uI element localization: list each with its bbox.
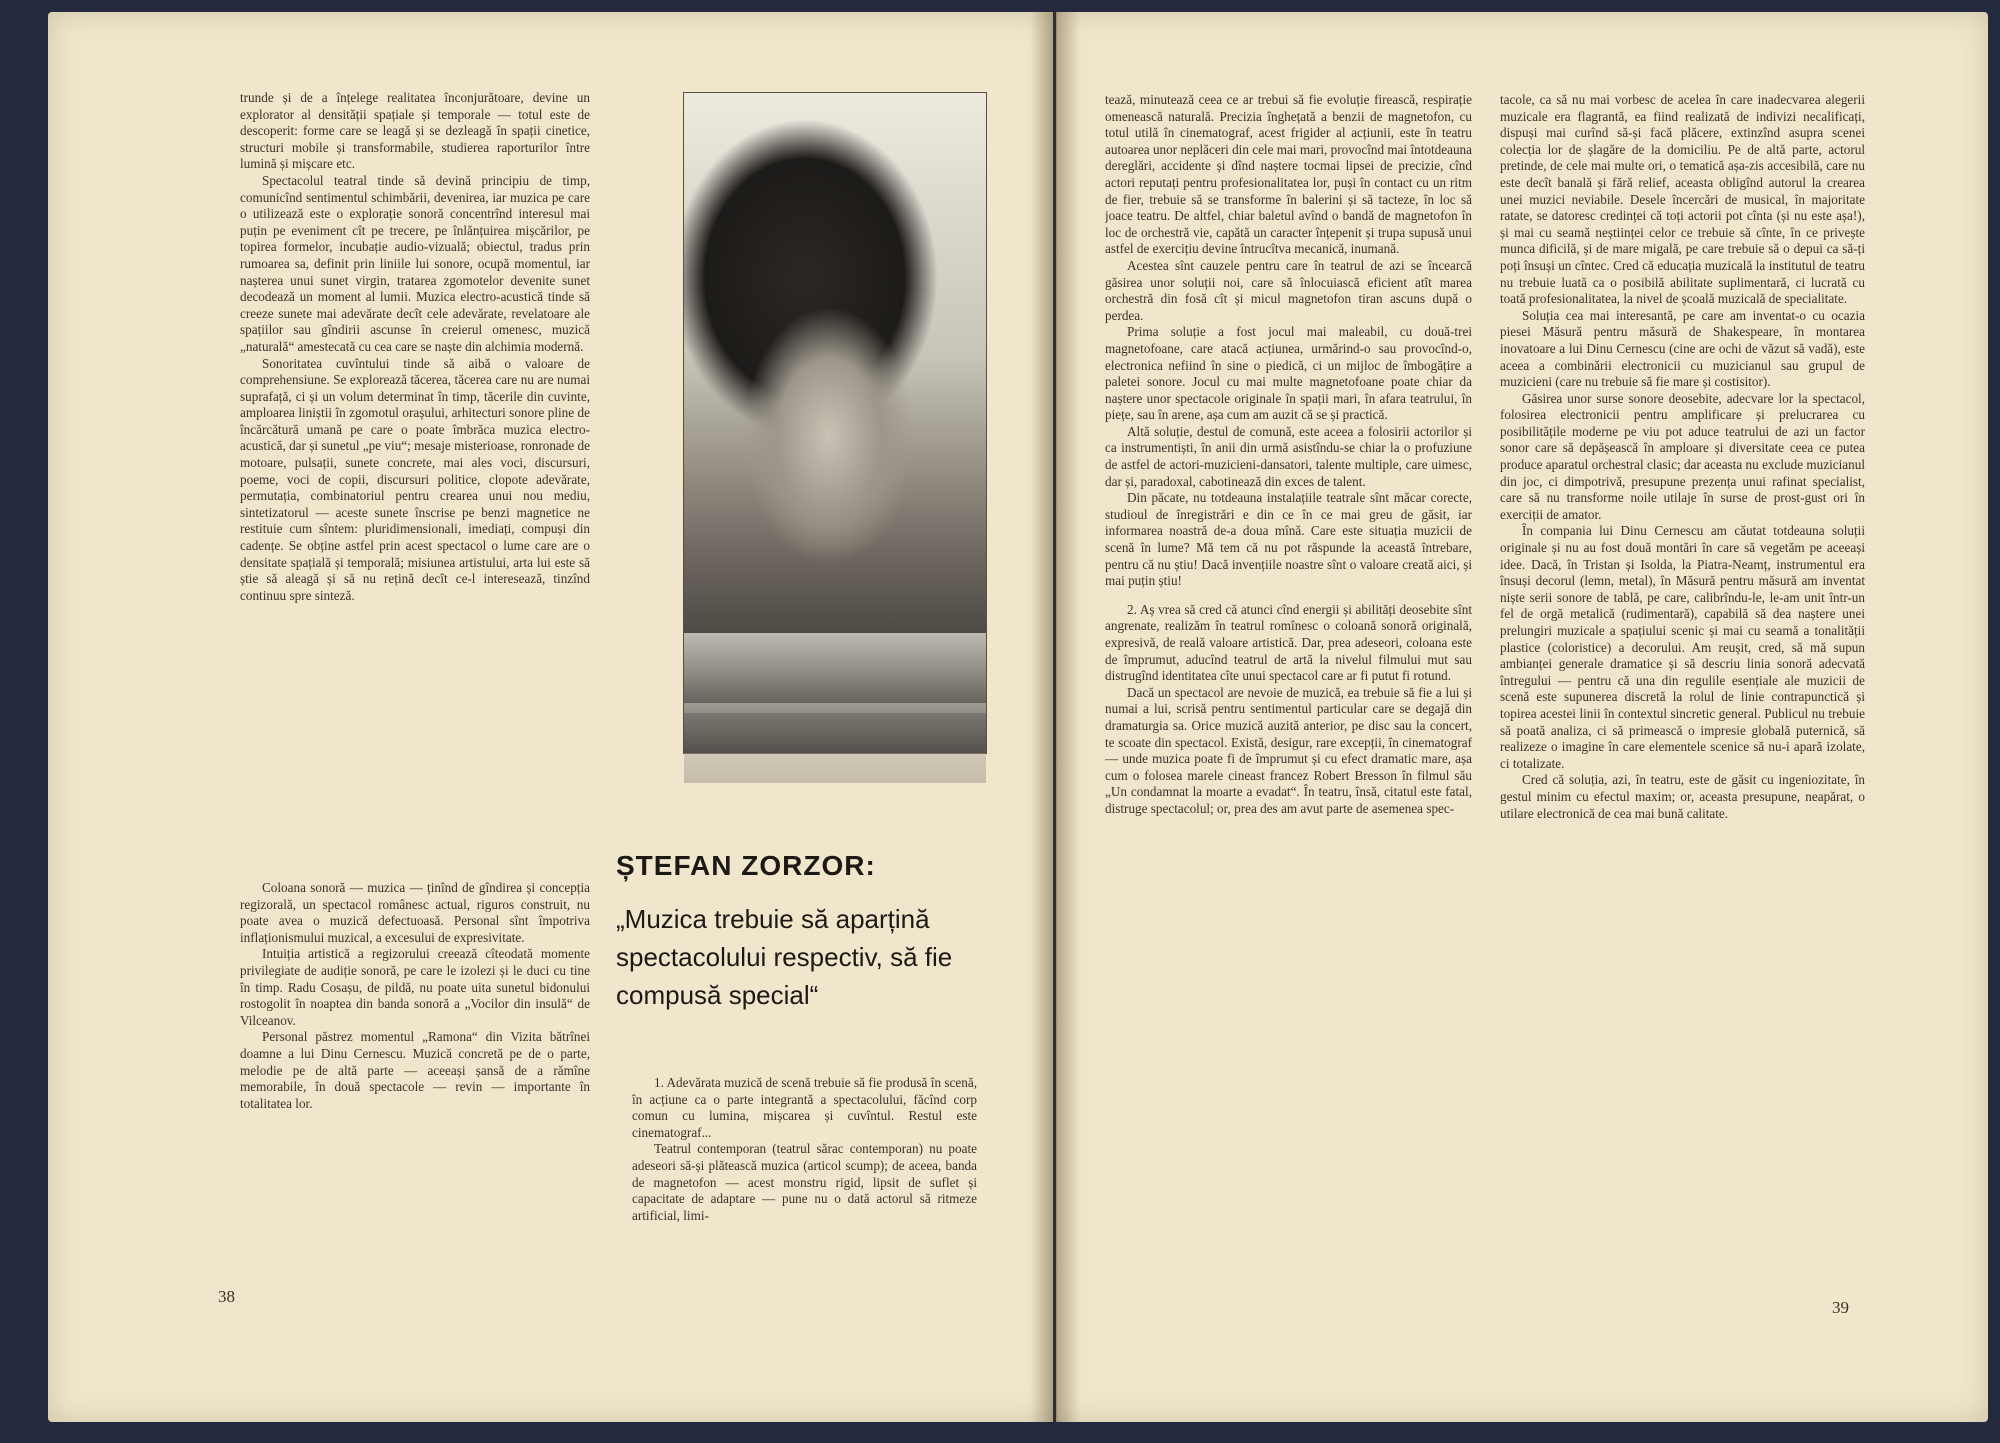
page-number-left: 38 [218, 1287, 235, 1306]
paragraph: Prima soluție a fost jocul mai maleabil, cu două-trei magnetofoane, care atacă acțiunea, urmărind-o sau provocînd-o, electronica nefiind în sine o piedică, ci un mijloc de îmbogățire a paletei sonore. Jocul cu mai multe magnetofoane poate chiar da naștere unor spectacole originale în spații mari, în afara teatrului, în piețe, sau în arene, așa cum am auzit că se și practică. [1105, 324, 1472, 423]
paragraph: Spectacolul teatral tinde să devină principiu de timp, comunicînd sentimentul schimbării, devenirea, iar muzica pe care o utilizează este o explorație sonoră concentrînd interesul mai puțin pe eveniment cît pe trecere, pe înlănțuirea mișcărilor, pe topirea formelor, incubație audio-vizuală; obiectul, tradus prin rumoarea sa, definit prin liniile lui sonore, ocupă momentul, iar nașterea unui sunet virgin, tratarea zgomotelor devenite sunet decodează un moment al lumii. Muzica electro-acustică tinde să creeze sunete mai adevărate decît cele adevărate, revelatoare ale spațiilor sau gîndirii ascunse în creierul omenesc, muzică „naturală“ amestecată cu cea care se naște din alchimia modernă. [240, 172, 590, 354]
paragraph: 1. Adevărata muzică de scenă trebuie să fie produsă în scenă, în acțiune ca o parte integrantă a spectacolului, făcînd corp comun cu lumina, mișcarea și cuvîntul. Restul este cinematograf... [632, 1075, 977, 1140]
paragraph: Intuiția artistică a regizorului creează cîteodată momente privilegiate de audiție sonoră, pe care le izolezi și le duci cu tine în timp. Radu Cosașu, de pildă, nu poate uita sunetul bidonului rostogolit în noaptea din banda sonoră a „Vocilor din insulă“ de Vilceanov. [240, 946, 590, 1028]
paragraph: Cred că soluția, azi, în teatru, este de găsit cu ingeniozitate, în gestul minim cu efectul maxim; or, aceasta presupune, neapărat, o utilare electronică de cea mai bună calitate. [1500, 772, 1865, 821]
paragraph: trunde și de a înțelege realitatea înconjurătoare, devine un explorator al densității spațiale și temporale — totul este de descoperit: forme care se leagă și se dezleagă în spații cinetice, structuri mobile și transformabile, studierea raporturilor între lumină și mișcare etc. [240, 90, 590, 172]
article-heading [616, 850, 996, 1014]
paragraph: Dacă un spectacol are nevoie de muzică, ea trebuie să fie a lui și numai a lui, scrisă pentru sentimentul particular care se degajă din dramaturgia sa. Orice muzică auzită anterior, pe disc sau la concert, te scoate din spectacol. Există, desigur, rare excepții, în cinematograf — unde muzica poate fi de împrumut și cu efect dramatic mare, așa cum o folosea marele cineast francez Robert Bresson în filmul său „Un condamnat la moarte a evadat“. În teatru, însă, citatul este fatal, distruge spectacolul; or, prea des am avut parte de asemenea spec- [1105, 684, 1472, 816]
author-name: ȘTEFAN ZORZOR: [616, 850, 876, 881]
portrait-photo [683, 92, 987, 754]
paragraph: Găsirea unor surse sonore deosebite, adecvare lor la spectacol, folosirea electronicii pentru amplificare și prelucrarea cu posibilitățile moderne pe viu pot aduce teatrului de azi un factor sonor care să depășească în amploare și diversitate ceea ce putea produce aparatul orchestral clasic; dar aceasta nu exclude muzicianul din joc, ci dimpotrivă, presupune prezența unui rafinat specialist, care să nu transforme noile utilaje în surse de prost-gust ori în exerciții de amator. [1500, 390, 1865, 522]
left-column-1-lower [240, 880, 590, 1270]
paragraph: 2. Aș vrea să cred că atunci cînd energii și abilități deosebite sînt angrenate, realizăm în teatrul romînesc o coloană sonoră originală, expresivă, de reală valoare artistică. Dar, prea adeseori, coloana este de împrumut, aducînd teatrul de artă la nivelul filmului mut sau distrugînd identitatea cîte unui spectacol care ar fi putut fi rotund. [1105, 601, 1472, 684]
paragraph: tacole, ca să nu mai vorbesc de acelea în care inadecvarea alegerii muzicale era flagrantă, ea fiind realizată de indivizi necalificați, dispuși mai curînd să-și facă plăcere, extinzînd asupra scenei colecția lor de șlagăre de la domiciliu. Pe de altă parte, actorul pretinde, de cele mai multe ori, o tematică așa-zis accesibilă, care nu este decît banală și fără relief, aceasta obligînd autorul la crearea unei muzici neviabile. Desele încercări de musical, în majoritate ratate, se datoresc credinței că toți actorii pot cînta (și nu este așa!), și mai cu seamă neștiinței celor ce trebuie să cînte, în ce privește munca dificilă, și de mare migală, pe care trebuie să o depui ca să-ți poți însuși un cîntec. Cred că educația muzicală la institutul de teatru nu trebuie luată ca o posibilă abilitate suplimentară, ci lucrată cu toată profesionalitatea, la nivel de școală muzicală de specialitate. [1500, 92, 1865, 307]
paragraph: Sonoritatea cuvîntului tinde să aibă o valoare de comprehensiune. Se explorează tăcerea, tăcerea care nu are numai suprafață, ci și un volum determinat în timp, tăcerile din cuvinte, amploarea liniștii în zgomotul orașului, arhitecturi sonore pline de încărcătură umană pe care o poate îmbrăca muzica electro-acustică, dar și sunetul „pe viu“; mesaje misterioase, ronronade de motoare, pulsații, sunete concrete, mai ales voci, discursuri, poeme, voci de copii, discursuri politice, clopote adevărate, permutația, combinatoriul pentru crearea unui nou mediu, sintetizatorul — aceste sunete înscrise pe benzi magnetice ne restituie cum sîntem: pluridimensionali, imediați, compuși din cadențe. Se obține astfel prin acest spectacol o lume care are o densitate spațială și temporală; misiunea artistului, arta lui este să știe să aleagă și să nu rețină decît ce-l interesează, tinzînd continuu spre sinteză. [240, 355, 590, 603]
paragraph: Acestea sînt cauzele pentru care în teatrul de azi se încearcă găsirea unor soluții noi, care să înlocuiască eficient atît marea orchestră din fosă cît și micul magnetofon tiran ascuns după o perdea. [1105, 257, 1472, 323]
right-column-2 [1500, 92, 1865, 1282]
page-number-right: 39 [1832, 1298, 1849, 1317]
paragraph: Soluția cea mai interesantă, pe care am inventat-o cu ocazia piesei Măsură pentru măsură de Shakespeare, în montarea inovatoare a lui Dinu Cernescu (cine are ochi de văzut să vadă), este aceea a combinării electronicii cu muzicianul sau grupul de muzicieni (care nu trebuie să fie mare și costisitor). [1500, 307, 1865, 390]
paragraph: Personal păstrez momentul „Ramona“ din Vizita bătrînei doamne a lui Dinu Cernescu. Muzică concretă pe de o parte, melodie pe de altă parte — aceeași șansă de a rămîne memorabile, în două spectacole — revin — importante în totalitatea lor. [240, 1029, 590, 1111]
paragraph: Altă soluție, destul de comună, este aceea a folosirii actorilor și ca instrumentiști, în anii din urmă asistîndu-se chiar la o profuziune de astfel de actori-muzicieni-dansatori, talente multiple, care uimesc, dar și, paradoxal, cabotinează din exces de talent. [1105, 423, 1472, 489]
right-column-1 [1105, 92, 1472, 1282]
paragraph: În compania lui Dinu Cernescu am căutat totdeauna soluții originale și nu au fost două montări în care să vegetăm pe aceeași idee. Dacă, în Tristan și Isolda, la Piatra-Neamț, instrumentul era însuși decorul (lemn, metal), în Măsură pentru măsură am inventat niște serii sonore de tablă, pe care, calibrîndu-le, le-am unit într-un fel de orgă metalică (rudimentară), capabilă să dea naștere unei prelungiri muzicale a spațiului scenic și mai cu seamă a tonalității plastice (coloristice) a decorului. Am reușit, cred, să mă supun ambianței generale dramatice și să descriu linia sonoră adecvată întregului — pentru că una din regulile esențiale ale muzicii de scenă este supunerea discretă la rolul de linie contrapunctică și topirea acestei linii în contextul sincretic general. Publicul nu trebuie să poată analiza, ci să primească o impresie globală puternică, să realizeze o imagine în care elementele scenice să nu-i apară izolate, ci totalizate. [1500, 523, 1865, 771]
paragraph: Din păcate, nu totdeauna instalațiile teatrale sînt măcar corecte, studioul de înregistrări e din ce în ce mai greu de găsit, iar informarea noastră de-a doua mînă. Care este situația muzicii de scenă în lume? Mă tem că nu pot răspunde la această întrebare, pentru că nu știu! Dacă invențiile noastre sînt o valoare creată aici, și mai puțin știu! [1105, 490, 1472, 589]
left-column-2 [632, 1075, 977, 1275]
article-title-quote: „Muzica trebuie să aparțină spectacolului respectiv, să fie compusă special“ [616, 904, 953, 1010]
paragraph: Coloana sonoră — muzica — ținînd de gîndirea și concepția regizorală, un spectacol românesc actual, riguros construit, nu poate avea o muzică defectuoasă. Personal sînt împotriva inflaționismului muzical, a excesului de expresivitate. [240, 880, 590, 945]
left-column-1 [240, 90, 590, 855]
paragraph: Teatrul contemporan (teatrul sărac contemporan) nu poate adeseori să-și plătească muzica (articol scump); de aceea, banda de magnetofon — acest monstru rigid, lipsit de suflet și capacitate de adaptare — pune nu o dată actorul să ritmeze artificial, limi- [632, 1141, 977, 1223]
paragraph: tează, minutează ceea ce ar trebui să fie evoluție firească, respirație omenească naturală. Precizia înghețată a benzii de magnetofon, cu totul utilă în cinematograf, acest frigider al acțiunii, este în teatru autoarea unor neplăceri din cele mai mari, provocînd mai întotdeauna dereglări, accidente și dînd naștere tocmai lipsei de precizie, cînd actori reputați pentru profesionalitatea lor, puși în contact cu un ritm de fier, trebuie să se transforme în balerini și să tacteze, în loc să joace teatru. De altfel, chiar baletul avînd o bandă de magnetofon în loc de orchestră vie, capătă un caracter înțepenit și trupa supusă unui astfel de exercițiu devine întrucîtva mecanică, inumană. [1105, 92, 1472, 257]
